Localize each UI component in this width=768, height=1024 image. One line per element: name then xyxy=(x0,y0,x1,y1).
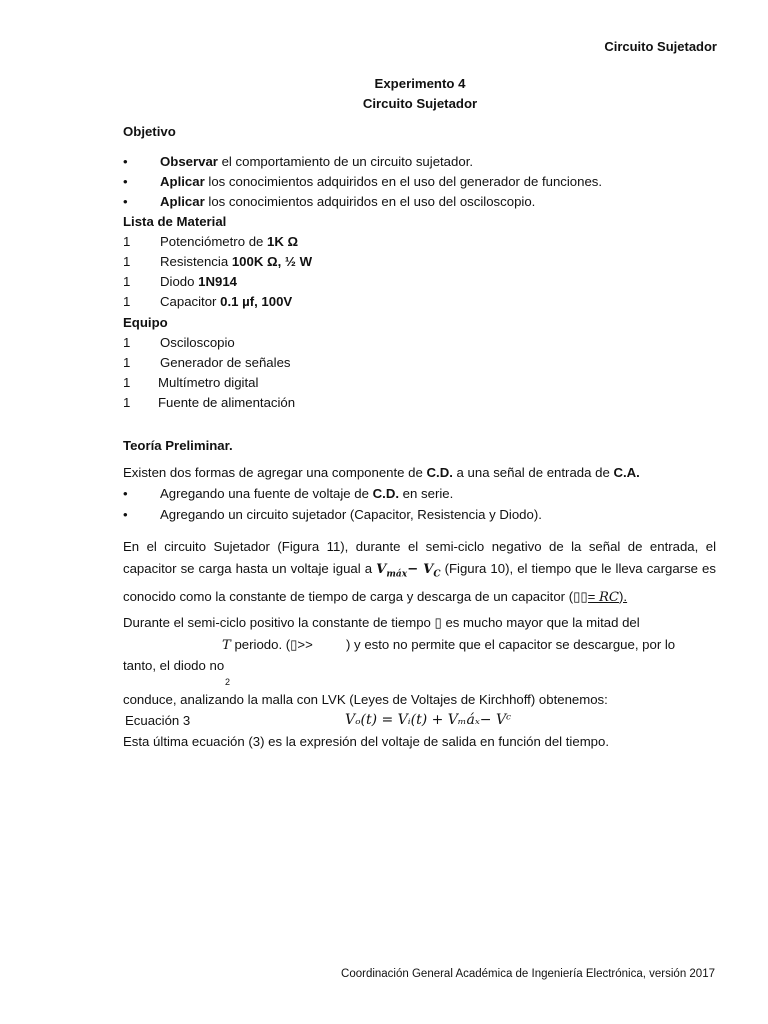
paragraph-lvk: conduce, analizando la malla con LVK (Leyes de Voltajes de Kirchhoff) obtenemos: xyxy=(123,692,608,707)
section-title-material: Lista de Material xyxy=(123,214,227,229)
experiment-number: Experimento 4 xyxy=(374,76,466,91)
bullet-icon: • xyxy=(123,486,128,501)
paragraph-positive-half-line3: tanto, el diodo no xyxy=(123,658,225,673)
page-footer: Coordinación General Académica de Ingeniería Electrónica, versión 2017 xyxy=(341,968,715,980)
section-title-equipo: Equipo xyxy=(123,315,168,330)
paragraph-positive-half-line1: Durante el semi-ciclo positivo la constante de tiempo ▯ es mucho mayor que la mitad del xyxy=(123,615,640,630)
equation-3: Vₒ(t) = Vᵢ(t) + Vₘáₓ− Vᶜ xyxy=(345,712,512,728)
running-header: Circuito Sujetador xyxy=(604,39,717,54)
paragraph-conclusion: Esta última ecuación (3) es la expresión del voltaje de salida en función del tiempo. xyxy=(123,734,610,749)
bullet-icon: • xyxy=(123,194,128,209)
equation-label: Ecuación 3 xyxy=(125,713,191,728)
bullet-icon: • xyxy=(123,507,128,522)
paragraph-positive-half-line2b: ) y esto no permite que el capacitor se descargue, por lo xyxy=(346,637,676,652)
bullet-icon: • xyxy=(123,154,128,169)
document-page: Circuito Sujetador Experimento 4 Circuito Sujetador Objetivo • Observar el comportamiento de un circuito sujetador. • Aplicar los conocimientos adquiridos en el uso del generador de funciones. • Aplicar los conocimientos adquiridos en el uso del osciloscopio. Lista de Material 1 Potenciómetro de 1K Ω 1 Resistencia 100K Ω, ½ W 1 Diodo 1N914 1 Capacitor 0.1 µf, 100V Equipo 1 Osciloscopio 1 Generador de señales 1 Multímetro digital 1 Fuente de alimentación Teoría Preliminar. Existen dos formas de agregar una componente de C.D. a una señal de entrada de C.A. • Agregando una fuente de voltaje de C.D. en serie. • Agregando un circuito sujetador (Capacitor, Resistencia y Diodo). En el circuito Sujetador (Figura 11), durante el semi-ciclo negativo de la señal de entrada, el capacitor se carga hasta un voltaje igual a $V_{máx}- V_C$ (Figura 10), el tiempo que le lleva cargarse es conocido como la constante de tiempo de carga y descarga de un capacitor (▯▯= RC). Durante el semi-ciclo positivo la constante de tiempo ▯ es mucho mayor que la mitad del T periodo. (▯>> ) y esto no permite que el capacitor se descargue, por lo tanto, el diodo no 2 conduce, analizando la malla con LVK (Leyes de Voltajes de Kirchhoff) obtenemos: Ecuación 3 Vₒ(t) = Vᵢ(t) + Vₘáₓ− Vᶜ Esta última ecuación (3) es la expresión del voltaje de salida en función del tiempo. Coordinación General Académica de Ingeniería Electrónica, versión 2017 xyxy=(0,0,768,1024)
experiment-title: Circuito Sujetador xyxy=(362,96,478,111)
section-title-objetivo: Objetivo xyxy=(123,124,176,139)
fraction-denominator: 2 xyxy=(225,677,231,687)
bullet-icon: • xyxy=(123,174,128,189)
section-title-teoria: Teoría Preliminar. xyxy=(123,438,233,453)
paragraph-clamper-charge: En el circuito Sujetador (Figura 11), durante el semi-ciclo negativo de la señal de entrada, el capacitor se carga hasta un voltaje igual a $V_{máx}- V_C$ (Figura 10), el tiempo que le lleva cargarse es conocido como la constante de tiempo de carga y descarga de un capacitor (▯▯= RC). xyxy=(123,539,716,605)
paragraph-positive-half-line2: T periodo. (▯>> xyxy=(222,637,313,653)
theory-intro: Existen dos formas de agregar una componente de C.D. a una señal de entrada de C.A. xyxy=(123,465,640,480)
